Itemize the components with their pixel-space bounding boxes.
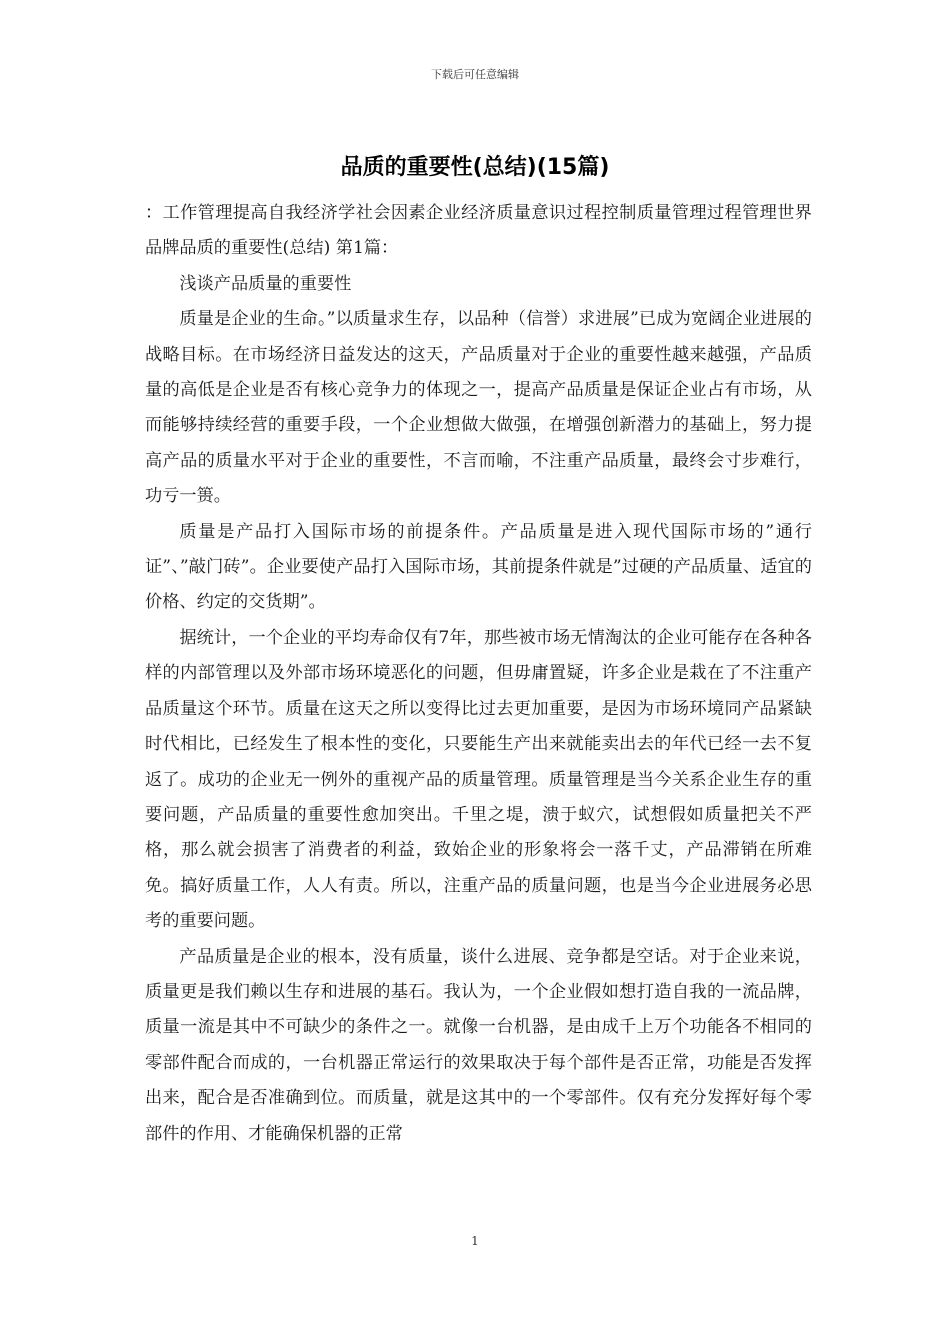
document-body xyxy=(145,196,812,1152)
page-number: 1 xyxy=(471,1234,479,1248)
section-subtitle: 浅谈产品质量的重要性 xyxy=(179,273,352,294)
paragraph: 质量是产品打入国际市场的前提条件。产品质量是进入现代国际市场的”通行证”、”敲门砖”。企业要使产品打入国际市场，其前提条件就是”过硬的产品质量、适宜的价格、约定的交货期”。 xyxy=(145,521,812,613)
keywords-line: ：工作管理提高自我经济学社会因素企业经济质量意识过程控制质量管理过程管理世界品牌品质的重要性(总结) 第1篇： xyxy=(145,203,812,259)
document-title: 品质的重要性(总结)(15篇) xyxy=(340,155,610,180)
paragraph: 质量是企业的生命。”以质量求生存，以品种（信誉）求进展”已成为宽阔企业进展的战略目标。在市场经济日益发达的这天，产品质量对于企业的重要性越来越强，产品质量的高低是企业是否有核心竞争力的体现之一，提高产品质量是保证企业占有市场，从而能够持续经营的重要手段，一个企业想做大做强，在增强创新潜力的基础上，努力提高产品的质量水平对于企业的重要性，不言而喻，不注重产品质量，最终会寸步难行，功亏一篑。 xyxy=(145,309,812,507)
paragraph: 产品质量是企业的根本，没有质量，谈什么进展、竞争都是空话。对于企业来说，质量更是我们赖以生存和进展的基石。我认为，一个企业假如想打造自我的一流品牌，质量一流是其中不可缺少的条件之一。就像一台机器，是由成千上万个功能各不相同的零部件配合而成的，一台机器正常运行的效果取决于每个部件是否正常，功能是否发挥出来，配合是否准确到位。而质量，就是这其中的一个零部件。仅有充分发挥好每个零部件的作用、才能确保机器的正常 xyxy=(145,946,812,1144)
header-note: 下载后可任意编辑 xyxy=(431,68,519,81)
paragraph: 据统计，一个企业的平均寿命仅有7年，那些被市场无情淘汰的企业可能存在各种各样的内部管理以及外部市场环境恶化的问题，但毋庸置疑，许多企业是栽在了不注重产品质量这个环节。质量在这天之所以变得比过去更加重要，是因为市场环境同产品紧缺时代相比，已经发生了根本性的变化，只要能生产出来就能卖出去的年代已经一去不复返了。成功的企业无一例外的重视产品的质量管理。质量管理是当今关系企业生存的重要问题，产品质量的重要性愈加突出。千里之堤，溃于蚁穴，试想假如质量把关不严格，那么就会损害了消费者的利益，致始企业的形象将会一落千丈，产品滞销在所难免。搞好质量工作，人人有责。所以，注重产品的质量问题，也是当今企业进展务必思考的重要问题。 xyxy=(145,627,812,932)
